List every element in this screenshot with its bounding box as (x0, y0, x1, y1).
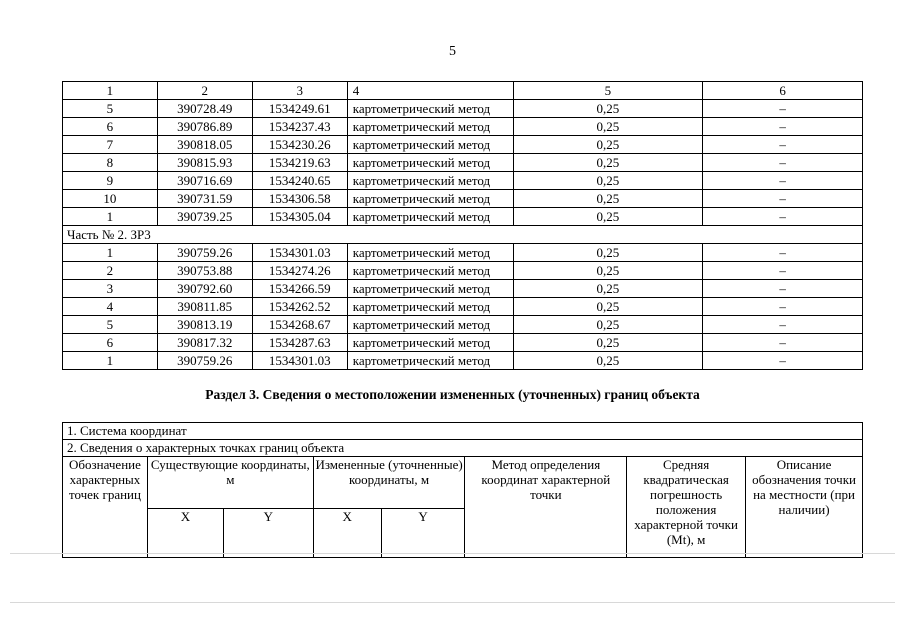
cell-col-2: 2 (157, 82, 252, 100)
page-number: 5 (449, 44, 456, 59)
coordinates-table (62, 81, 863, 370)
cell-col-2: 390817.32 (157, 334, 252, 352)
header-changed-coordinates: Измененные (уточненные) координаты, м (313, 457, 465, 509)
table-row (63, 190, 863, 208)
header-error: Средняя квадратическая погрешность положения характерной точки (Mt), м (627, 457, 746, 558)
cell-col-5: 0,25 (513, 262, 703, 280)
cell-col-4: картометрический метод (347, 118, 513, 136)
cell-col-6: – (703, 208, 863, 226)
cell-col-6: – (703, 154, 863, 172)
table-row (63, 208, 863, 226)
cell-col-3: 1534268.67 (252, 316, 347, 334)
cell-col-1: 3 (63, 280, 158, 298)
cell-col-5: 0,25 (513, 334, 703, 352)
cell-col-2: 390759.26 (157, 352, 252, 370)
cell-col-3: 1534230.26 (252, 136, 347, 154)
table-row (63, 136, 863, 154)
cell-col-5: 0,25 (513, 100, 703, 118)
cell-col-4: картометрический метод (347, 262, 513, 280)
cell-col-5: 0,25 (513, 316, 703, 334)
cell-col-3: 1534262.52 (252, 298, 347, 316)
changed-x-header: X (313, 509, 381, 558)
cell-col-5: 0,25 (513, 352, 703, 370)
cell-col-4: картометрический метод (347, 316, 513, 334)
cell-col-1: 8 (63, 154, 158, 172)
cell-col-2: 390753.88 (157, 262, 252, 280)
cell-col-1: 1 (63, 352, 158, 370)
header-description: Описание обозначения точки на местности (при наличии) (746, 457, 863, 558)
cell-col-2: 390759.26 (157, 244, 252, 262)
table-row (63, 172, 863, 190)
cell-col-6: – (703, 136, 863, 154)
cell-col-6: – (703, 334, 863, 352)
header-existing-coordinates: Существующие координаты, м (147, 457, 313, 509)
existing-y-header: Y (223, 509, 313, 558)
page-bottom-divider (10, 602, 895, 603)
cell-col-5: 0,25 (513, 118, 703, 136)
changed-y-header: Y (381, 509, 465, 558)
cell-col-5: 0,25 (513, 244, 703, 262)
cell-col-4: картометрический метод (347, 190, 513, 208)
cell-col-6: – (703, 262, 863, 280)
cell-col-3: 1534266.59 (252, 280, 347, 298)
cell-col-6: – (703, 280, 863, 298)
section-3-title: Раздел 3. Сведения о местоположении измененных (уточненных) границ объекта (205, 387, 700, 402)
cell-col-5: 0,25 (513, 280, 703, 298)
cell-col-5: 0,25 (513, 298, 703, 316)
cell-col-5: 0,25 (513, 172, 703, 190)
header-point-designation: Обозначение характерных точек границ (63, 457, 148, 558)
cell-col-3: 1534274.26 (252, 262, 347, 280)
cell-col-1: 9 (63, 172, 158, 190)
cell-col-2: 390811.85 (157, 298, 252, 316)
cell-col-5: 0,25 (513, 208, 703, 226)
cell-col-2: 390815.93 (157, 154, 252, 172)
boundary-points-table (62, 422, 863, 558)
cell-col-3: 1534240.65 (252, 172, 347, 190)
cell-col-6: – (703, 118, 863, 136)
cell-col-3: 1534306.58 (252, 190, 347, 208)
page-divider (10, 553, 895, 554)
cell-col-6: 6 (703, 82, 863, 100)
table-row (63, 334, 863, 352)
part-label: Часть № 2. ЗР3 (63, 226, 863, 244)
header-row (63, 82, 863, 100)
cell-col-3: 1534305.04 (252, 208, 347, 226)
cell-col-4: картометрический метод (347, 100, 513, 118)
cell-col-3: 1534249.61 (252, 100, 347, 118)
part-row (63, 226, 863, 244)
cell-col-1: 1 (63, 208, 158, 226)
cell-col-2: 390786.89 (157, 118, 252, 136)
cell-col-2: 390728.49 (157, 100, 252, 118)
cell-col-1: 5 (63, 316, 158, 334)
cell-col-6: – (703, 298, 863, 316)
cell-col-1: 6 (63, 118, 158, 136)
cell-col-2: 390818.05 (157, 136, 252, 154)
table-row (63, 262, 863, 280)
cell-col-5: 5 (513, 82, 703, 100)
cell-col-1: 10 (63, 190, 158, 208)
cell-col-3: 1534287.63 (252, 334, 347, 352)
cell-col-5: 0,25 (513, 154, 703, 172)
cell-col-6: – (703, 190, 863, 208)
cell-col-3: 1534301.03 (252, 352, 347, 370)
cell-col-2: 390731.59 (157, 190, 252, 208)
table-row (63, 298, 863, 316)
table-row (63, 118, 863, 136)
cell-col-4: картометрический метод (347, 172, 513, 190)
cell-col-6: – (703, 244, 863, 262)
table-row (63, 244, 863, 262)
cell-col-6: – (703, 316, 863, 334)
cell-col-1: 1 (63, 244, 158, 262)
cell-col-4: картометрический метод (347, 352, 513, 370)
cell-col-2: 390739.25 (157, 208, 252, 226)
points-info-row: 2. Сведения о характерных точках границ объекта (63, 440, 863, 457)
cell-col-2: 390792.60 (157, 280, 252, 298)
cell-col-6: – (703, 352, 863, 370)
cell-col-5: 0,25 (513, 190, 703, 208)
cell-col-4: картометрический метод (347, 208, 513, 226)
table-row (63, 100, 863, 118)
cell-col-4: картометрический метод (347, 244, 513, 262)
coordinate-system-row: 1. Система координат (63, 423, 863, 440)
cell-col-1: 1 (63, 82, 158, 100)
cell-col-1: 5 (63, 100, 158, 118)
table-row (63, 316, 863, 334)
existing-x-header: X (147, 509, 223, 558)
cell-col-2: 390813.19 (157, 316, 252, 334)
cell-col-4: картометрический метод (347, 334, 513, 352)
cell-col-4: 4 (347, 82, 513, 100)
cell-col-3: 1534301.03 (252, 244, 347, 262)
cell-col-1: 7 (63, 136, 158, 154)
cell-col-1: 6 (63, 334, 158, 352)
cell-col-4: картометрический метод (347, 280, 513, 298)
cell-col-2: 390716.69 (157, 172, 252, 190)
cell-col-3: 1534219.63 (252, 154, 347, 172)
cell-col-3: 3 (252, 82, 347, 100)
cell-col-5: 0,25 (513, 136, 703, 154)
table-row (63, 154, 863, 172)
table-row (63, 280, 863, 298)
cell-col-6: – (703, 100, 863, 118)
cell-col-6: – (703, 172, 863, 190)
cell-col-3: 1534237.43 (252, 118, 347, 136)
cell-col-4: картометрический метод (347, 154, 513, 172)
header-method: Метод определения координат характерной точки (465, 457, 627, 558)
cell-col-1: 4 (63, 298, 158, 316)
cell-col-1: 2 (63, 262, 158, 280)
table-row (63, 352, 863, 370)
cell-col-4: картометрический метод (347, 136, 513, 154)
cell-col-4: картометрический метод (347, 298, 513, 316)
